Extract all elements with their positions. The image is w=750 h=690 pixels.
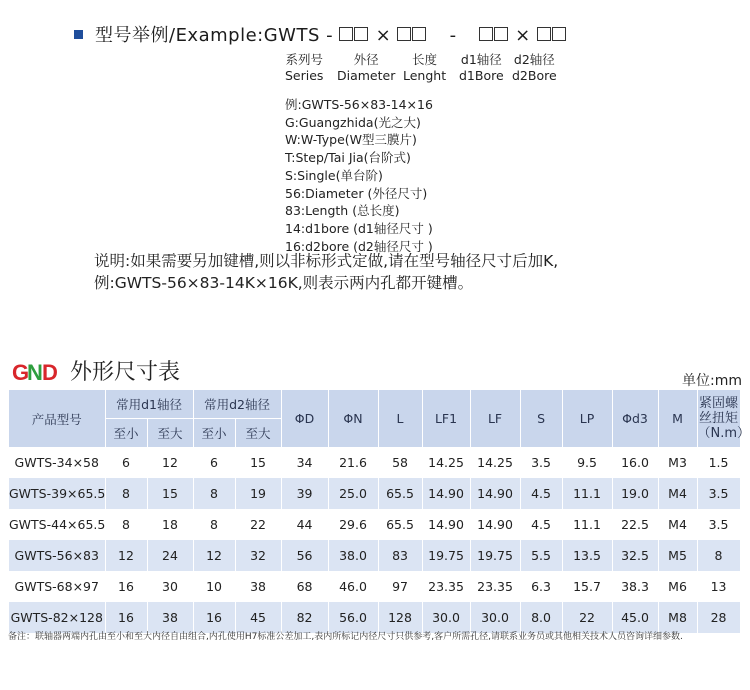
table-cell: 15.7 xyxy=(562,571,612,602)
cell-model: GWTS-44×65.5 xyxy=(9,509,105,540)
table-cell: 5.5 xyxy=(520,540,562,571)
placeholder-box-icon xyxy=(537,27,551,41)
table-cell: M3 xyxy=(658,447,697,478)
header-d2-max: 至大 xyxy=(235,419,281,448)
header-lp: LP xyxy=(562,390,612,447)
table-cell: 16 xyxy=(193,602,235,633)
table-row xyxy=(9,447,740,478)
header-d1-bore: 常用d1轴径 xyxy=(105,390,193,419)
table-cell: 8 xyxy=(193,478,235,509)
table-cell: 82 xyxy=(281,602,328,633)
table-cell: 12 xyxy=(193,540,235,571)
table-cell: 8 xyxy=(697,540,740,571)
list-item: 14:d1bore (d1轴径尺寸 ) xyxy=(285,220,433,236)
placeholder-box-icon xyxy=(552,27,566,41)
logo-letter-d: D xyxy=(42,360,58,385)
list-item: W:W-Type(W型三膜片) xyxy=(285,132,417,148)
table-cell: 12 xyxy=(105,540,147,571)
table-cell: 97 xyxy=(378,571,422,602)
header-phi-n: ΦN xyxy=(328,390,378,447)
table-cell: 14.90 xyxy=(470,509,520,540)
table-cell: 15 xyxy=(147,478,193,509)
table-cell: 15 xyxy=(235,447,281,478)
table-cell: 39 xyxy=(281,478,328,509)
label-series: 系列号 Series xyxy=(285,52,324,83)
table-cell: 45.0 xyxy=(612,602,658,633)
table-cell: 22 xyxy=(562,602,612,633)
table-cell: M5 xyxy=(658,540,697,571)
list-item: 例:GWTS-56×83-14×16 xyxy=(285,97,433,112)
table-row xyxy=(9,540,740,571)
cell-model: GWTS-34×58 xyxy=(9,447,105,478)
header-model: 产品型号 xyxy=(9,390,105,447)
table-cell: 6.3 xyxy=(520,571,562,602)
table-title: 外形尺寸表 xyxy=(70,360,181,385)
table-cell: 4.5 xyxy=(520,478,562,509)
table-cell: 6 xyxy=(105,447,147,478)
table-cell: 8.0 xyxy=(520,602,562,633)
label-d2bore: d2轴径 d2Bore xyxy=(512,52,557,83)
table-cell: 14.25 xyxy=(470,447,520,478)
table-cell: 8 xyxy=(105,509,147,540)
placeholder-box-icon xyxy=(494,27,508,41)
table-cell: 16.0 xyxy=(612,447,658,478)
table-cell: 30 xyxy=(147,571,193,602)
table-cell: 30.0 xyxy=(422,602,470,633)
keyway-note: 说明:如果需要另加键槽,则以非标形式定做,请在型号轴径尺寸后加K, 例:GWTS-56×83-14K×16K,则表示两内孔都开键槽。 xyxy=(94,252,559,292)
placeholder-box-icon xyxy=(412,27,426,41)
table-cell: 29.6 xyxy=(328,509,378,540)
spec-table xyxy=(9,390,750,633)
header-d2-min: 至小 xyxy=(193,419,235,448)
table-cell: 10 xyxy=(193,571,235,602)
table-cell: M4 xyxy=(658,509,697,540)
header-lf1: LF1 xyxy=(422,390,470,447)
cell-model: GWTS-82×128 xyxy=(9,602,105,633)
table-cell: 12 xyxy=(147,447,193,478)
table-cell: 22 xyxy=(235,509,281,540)
table-cell: 8 xyxy=(105,478,147,509)
header-d1-max: 至大 xyxy=(147,419,193,448)
table-cell: 30.0 xyxy=(470,602,520,633)
header-lf: LF xyxy=(470,390,520,447)
table-cell: 14.90 xyxy=(422,478,470,509)
table-cell: 16 xyxy=(105,571,147,602)
table-cell: 13.5 xyxy=(562,540,612,571)
logo-letter-g: G xyxy=(12,360,30,385)
table-cell: 83 xyxy=(378,540,422,571)
table-cell: 19.75 xyxy=(470,540,520,571)
table-cell: 3.5 xyxy=(520,447,562,478)
table-row xyxy=(9,478,740,509)
label-d1bore: d1轴径 d1Bore xyxy=(459,52,504,83)
header-phi-d3: Φd3 xyxy=(612,390,658,447)
table-cell: 44 xyxy=(281,509,328,540)
table-cell: 6 xyxy=(193,447,235,478)
table-cell: 68 xyxy=(281,571,328,602)
table-cell: 65.5 xyxy=(378,509,422,540)
table-cell: 19 xyxy=(235,478,281,509)
table-cell: 11.1 xyxy=(562,478,612,509)
placeholder-box-icon xyxy=(339,27,353,41)
table-cell: 4.5 xyxy=(520,509,562,540)
table-cell: 1.5 xyxy=(697,447,740,478)
table-cell: 3.5 xyxy=(697,478,740,509)
table-cell: 18 xyxy=(147,509,193,540)
placeholder-box-icon xyxy=(397,27,411,41)
example-heading xyxy=(74,21,567,47)
list-item: 16:d2bore (d2轴径尺寸 ) xyxy=(285,238,433,254)
table-cell: 16 xyxy=(105,602,147,633)
unit-label: 单位:mm xyxy=(682,373,742,389)
table-row xyxy=(9,509,740,540)
table-cell: 56 xyxy=(281,540,328,571)
table-cell: 56.0 xyxy=(328,602,378,633)
table-cell: M4 xyxy=(658,478,697,509)
gnd-logo xyxy=(12,358,62,386)
table-cell: 22.5 xyxy=(612,509,658,540)
header-d2-bore: 常用d2轴径 xyxy=(193,390,281,419)
table-cell: 14.90 xyxy=(470,478,520,509)
table-cell: 24 xyxy=(147,540,193,571)
placeholder-box-icon xyxy=(479,27,493,41)
table-cell: 23.35 xyxy=(422,571,470,602)
table-cell: 58 xyxy=(378,447,422,478)
table-cell: 34 xyxy=(281,447,328,478)
list-item: 83:Length (总长度) xyxy=(285,203,400,219)
table-cell: 11.1 xyxy=(562,509,612,540)
header-phi-d: ΦD xyxy=(281,390,328,447)
placeholder-box-icon xyxy=(354,27,368,41)
table-cell: 38 xyxy=(235,571,281,602)
header-d1-min: 至小 xyxy=(105,419,147,448)
table-cell: 128 xyxy=(378,602,422,633)
table-cell: M6 xyxy=(658,571,697,602)
dash-sign: - xyxy=(449,25,457,46)
table-cell: 9.5 xyxy=(562,447,612,478)
example-heading-text: 型号举例/Example:GWTS - xyxy=(95,25,334,46)
footnote: 备注：联轴器两端内孔由至小和至大内径自由组合,内孔使用H7标准公差加工,表内所标记内径尺寸只供参考,客户所需孔径,请联系业务员或其他相关技术人员咨询详细参数. xyxy=(8,632,683,642)
table-cell: 38.3 xyxy=(612,571,658,602)
table-cell: 45 xyxy=(235,602,281,633)
list-item: G:Guangzhida(光之大) xyxy=(285,114,421,130)
cell-model: GWTS-39×65.5 xyxy=(9,478,105,509)
table-cell: M8 xyxy=(658,602,697,633)
list-item: 56:Diameter (外径尺寸) xyxy=(285,185,428,201)
header-s: S xyxy=(520,390,562,447)
table-cell: 32 xyxy=(235,540,281,571)
example-explanation-list xyxy=(285,96,433,255)
table-cell: 38 xyxy=(147,602,193,633)
bullet-square-icon xyxy=(74,30,83,39)
table-cell: 13 xyxy=(697,571,740,602)
table-cell: 19.75 xyxy=(422,540,470,571)
table-cell: 46.0 xyxy=(328,571,378,602)
table-cell: 25.0 xyxy=(328,478,378,509)
table-cell: 32.5 xyxy=(612,540,658,571)
header-m: M xyxy=(658,390,697,447)
header-l: L xyxy=(378,390,422,447)
table-cell: 14.90 xyxy=(422,509,470,540)
cell-model: GWTS-68×97 xyxy=(9,571,105,602)
times-sign: × xyxy=(375,25,392,46)
table-cell: 38.0 xyxy=(328,540,378,571)
times-sign: × xyxy=(515,25,531,46)
logo-letter-n: N xyxy=(27,360,43,385)
table-cell: 21.6 xyxy=(328,447,378,478)
header-fastener-torque: 紧固螺 丝扭矩 （N.m） xyxy=(697,390,740,447)
table-cell: 3.5 xyxy=(697,509,740,540)
table-cell: 14.25 xyxy=(422,447,470,478)
table-cell: 23.35 xyxy=(470,571,520,602)
table-cell: 19.0 xyxy=(612,478,658,509)
table-cell: 65.5 xyxy=(378,478,422,509)
table-cell: 8 xyxy=(193,509,235,540)
label-diameter: 外径 Diameter xyxy=(337,52,396,83)
table-cell: 28 xyxy=(697,602,740,633)
label-length: 长度 Lenght xyxy=(403,52,447,83)
cell-model: GWTS-56×83 xyxy=(9,540,105,571)
table-row xyxy=(9,571,740,602)
list-item: T:Step/Tai Jia(台阶式) xyxy=(285,150,411,166)
list-item: S:Single(单台阶) xyxy=(285,167,383,183)
